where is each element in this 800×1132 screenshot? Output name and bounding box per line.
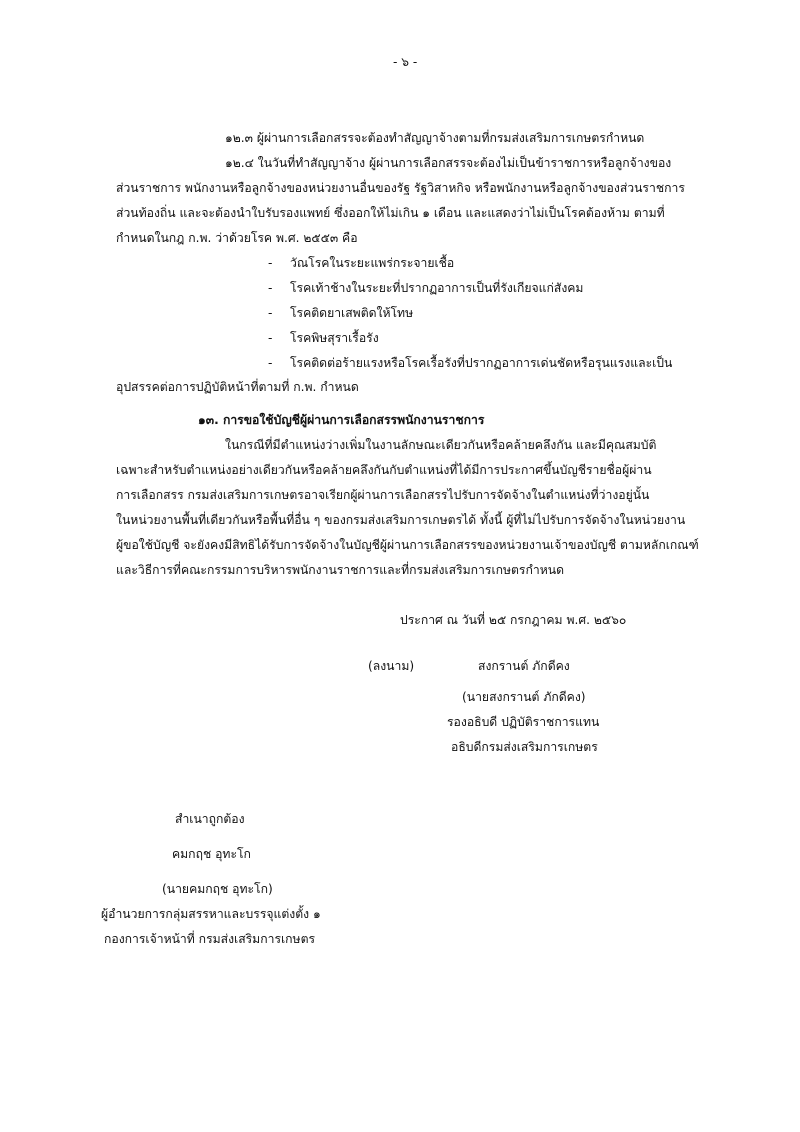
section-13-line: ผู้ขอใช้บัญชี จะยังคงมีสิทธิได้รับการจัดจ้างในบัญชีผู้ผ่านการเลือกสรรของหน่วยงานเจ้าของบัญชี ตามหลักเกณฑ์ [116,538,699,552]
announcement-date: ประกาศ ณ วันที่ ๒๕ กรกฎาคม พ.ศ. ๒๕๖๐ [400,613,627,627]
list-bullet: - [268,306,273,320]
clause-12-4-line: ๑๒.๔ ในวันที่ทำสัญญาจ้าง ผู้ผ่านการเลือกสรรจะต้องไม่เป็นข้าราชการหรือลูกจ้างของ [225,156,672,170]
list-bullet: - [268,356,273,370]
certifier-printed-name: (นายคมกฤช อุทะโก) [162,882,273,896]
certified-copy-label: สำเนาถูกต้อง [175,812,245,826]
disease-item: วัณโรคในระยะแพร่กระจายเชื้อ [290,256,455,270]
certifier-position: ผู้อำนวยการกลุ่มสรรหาและบรรจุแต่งตั้ง ๑ [101,907,321,921]
disease-item: โรคพิษสุราเรื้อรัง [290,331,379,345]
disease-continuation: อุปสรรคต่อการปฏิบัติหน้าที่ตามที่ ก.พ. กำหนด [116,380,359,394]
signer-signature: สงกรานต์ ภักดีคง [478,659,570,673]
disease-item: โรคเท้าช้างในระยะที่ปรากฏอาการเป็นที่รังเกียจแก่สังคม [290,281,584,295]
section-13-line: การเลือกสรร กรมส่งเสริมการเกษตรอาจเรียกผู้ผ่านการเลือกสรรไปรับการจัดจ้างในตำแหน่งที่ว่างอยู่นั้น [116,488,650,502]
signed-label: (ลงนาม) [368,659,415,673]
section-13-line: และวิธีการที่คณะกรรมการบริหารพนักงานราชการและที่กรมส่งเสริมการเกษตรกำหนด [116,563,564,577]
clause-12-4-line: ส่วนท้องถิ่น และจะต้องนำใบรับรองแพทย์ ซึ่งออกให้ไม่เกิน ๑ เดือน และแสดงว่าไม่เป็นโรคต้องห้าม ตามที่ [116,206,665,220]
section-13-line: เฉพาะสำหรับตำแหน่งอย่างเดียวกันหรือคล้ายคลึงกันกับตำแหน่งที่ได้มีการประกาศขึ้นบัญชีรายชื่อผู้ผ่าน [116,463,652,477]
signer-printed-name: (นายสงกรานต์ ภักดีคง) [462,690,586,704]
disease-item: โรคติดยาเสพติดให้โทษ [290,306,414,320]
signer-position: รองอธิบดี ปฏิบัติราชการแทน [447,715,600,729]
signer-position: อธิบดีกรมส่งเสริมการเกษตร [451,740,598,754]
clause-12-4-line: กำหนดในกฎ ก.พ. ว่าด้วยโรค พ.ศ. ๒๕๕๓ คือ [116,231,358,245]
certifier-signature: คมกฤช อุทะโก [172,847,251,861]
certifier-position: กองการเจ้าหน้าที่ กรมส่งเสริมการเกษตร [104,932,316,946]
clause-12-3: ๑๒.๓ ผู้ผ่านการเลือกสรรจะต้องทำสัญญาจ้างตามที่กรมส่งเสริมการเกษตรกำหนด [225,131,645,145]
section-13-line: ในหน่วยงานพื้นที่เดียวกันหรือพื้นที่อื่น ๆ ของกรมส่งเสริมการเกษตรได้ ทั้งนี้ ผู้ที่ไม่ไปรับการจัดจ้างในหน่วยงาน [116,513,686,527]
clause-12-4-line: ส่วนราชการ พนักงานหรือลูกจ้างของหน่วยงานอื่นของรัฐ รัฐวิสาหกิจ หรือพนักงานหรือลูกจ้างของส่วนราชการ [116,181,685,195]
list-bullet: - [268,281,273,295]
page-number: - ๖ - [393,55,418,69]
section-13-heading: ๑๓. การขอใช้บัญชีผู้ผ่านการเลือกสรรพนักงานราชการ [198,413,485,427]
list-bullet: - [268,256,273,270]
disease-item: โรคติดต่อร้ายแรงหรือโรคเรื้อรังที่ปรากฏอาการเด่นชัดหรือรุนแรงและเป็น [290,356,673,370]
section-13-line: ในกรณีที่มีตำแหน่งว่างเพิ่มในงานลักษณะเดียวกันหรือคล้ายคลึงกัน และมีคุณสมบัติ [225,438,657,452]
list-bullet: - [268,331,273,345]
